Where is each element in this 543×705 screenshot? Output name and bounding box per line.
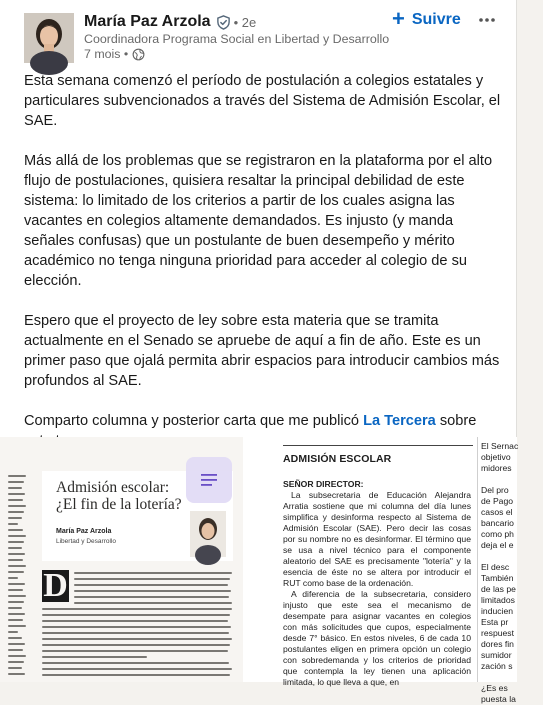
adjacent-article-line: deja el e [481, 540, 514, 550]
post-image[interactable] [0, 437, 519, 704]
adjacent-article-line [481, 551, 515, 562]
adjacent-article-line: inducien [481, 606, 514, 616]
greeked-text-line [42, 650, 228, 652]
letter-salutation: SEÑOR DIRECTOR: [283, 479, 364, 489]
greeked-text-line [8, 655, 26, 657]
greeked-text-line [74, 584, 228, 586]
column-author-portrait [190, 511, 226, 557]
column-title [56, 479, 182, 513]
greeked-text-line [8, 499, 23, 501]
greeked-text-line [8, 535, 26, 537]
author-headline: Coordinadora Programa Social en Libertad y Desarrollo [84, 32, 390, 46]
adjacent-article-line: de las pe [481, 584, 516, 594]
greeked-text-line [8, 673, 25, 675]
greeked-text-line [8, 619, 23, 621]
post-time: 7 mois • [84, 47, 129, 61]
greeked-text-line [8, 505, 26, 507]
adjacent-article-line: midores [481, 463, 512, 473]
greeked-text-line [42, 638, 232, 640]
greeked-text-line [74, 572, 232, 574]
adjacent-article-line: El Sernac [481, 441, 519, 451]
adjacent-article-line [481, 474, 515, 485]
adjacent-article-line: de Pago [481, 496, 514, 506]
greeked-text-line [8, 571, 24, 573]
letter-body [283, 490, 471, 688]
post-text [24, 71, 504, 471]
greeked-text-line [8, 595, 26, 597]
adjacent-article-line: limitados [481, 595, 515, 605]
connection-degree: • 2e [233, 14, 257, 30]
greeked-text-line [42, 614, 230, 616]
greeked-text-line [8, 511, 24, 513]
greeked-text-line [8, 541, 24, 543]
greeked-text-line [42, 644, 230, 646]
greeked-text-line [8, 553, 25, 555]
greeked-text-line [8, 523, 18, 525]
adjacent-article-line: Esta pr [481, 617, 509, 627]
greeked-text-line [42, 608, 232, 610]
greeked-text-line [8, 625, 26, 627]
greeked-text-line [8, 649, 23, 651]
post-text-after-link: sobre [439, 413, 477, 429]
more-options-button[interactable] [472, 6, 502, 34]
letter-heading: ADMISIÓN ESCOLAR [283, 453, 392, 465]
greeked-text-line [8, 487, 22, 489]
greeked-text-line [8, 529, 23, 531]
follow-label: Suivre [411, 11, 461, 28]
adjacent-article-line: zación s [481, 661, 513, 671]
greeked-text-line [8, 577, 18, 579]
adjacent-article-line: puesta la [481, 694, 516, 704]
greeked-text-line [42, 674, 230, 676]
adjacent-article-column [481, 441, 519, 705]
greeked-text-line [74, 578, 230, 580]
greeked-text-line [74, 590, 231, 592]
greeked-text-line [8, 547, 22, 549]
greeked-text-line [8, 631, 18, 633]
letter-paragraph: A diferencia de la subsecretaria, considero injusto que este sea el mecanismo de desempate para asignar vacantes en colegios con más solicitudes que cupos, especialmente desde 7° básico. En estos niveles, 6 de cada 10 postulantes eligen en primera opción un colegio con sobredemanda y los criterios de prioridad que contempla la ley tienen una aplicación limitada, lo que lleva a que, en [283, 589, 471, 687]
greeked-text-line [8, 601, 24, 603]
plus-icon: + [392, 6, 405, 31]
newspaper-letter-page [243, 437, 519, 704]
verified-shield-icon [216, 15, 231, 30]
adjacent-article-line: objetivo [481, 452, 511, 462]
greeked-text-line [42, 662, 229, 664]
greeked-text-line [8, 475, 26, 477]
greeked-text-line [8, 559, 23, 561]
adjacent-article-line: como ph [481, 529, 514, 539]
greeked-text-line [8, 517, 22, 519]
greeked-text-line [8, 565, 26, 567]
greeked-text-line [42, 668, 232, 670]
adjacent-article-line: casos el [481, 507, 513, 517]
post-paragraph: Espero que el proyecto de ley sobre esta materia que se tramita actualmente en el Senado se apruebe de aquí a fin de año. Este es un primer paso que ojalá permita abrir espacios para introducir cambios más profundos al SAE. [24, 313, 500, 389]
post-paragraph: Esta semana comenzó el período de postulación a colegios estatales y particulares subvencionados a través del Sistema de Admisión Escolar, el SAE. [24, 73, 501, 129]
adjacent-article-line: Del pro [481, 485, 509, 495]
document-view-button[interactable] [186, 457, 232, 503]
greeked-text-line [42, 626, 231, 628]
letter-paragraph: La subsecretaria de Educación Alejandra Arratia sostiene que mi columna del día lunes simplifica y desinforma respecto al Sistema de Admisión Escolar (SAE). Pero decir las cosas por su nombre no es desinformar. El término que se usa a nivel técnico para el componente aleatorio del SAE es precisamente "lotería" y la esencia de éste no se altera por introducir el RUT como base de la ordenación. [283, 490, 471, 588]
greeked-text-line [8, 613, 25, 615]
greeked-text-line [74, 596, 229, 598]
greeked-text-line [8, 607, 22, 609]
greeked-text-line [8, 661, 24, 663]
adjacent-article-line: sumidor [481, 650, 512, 660]
letter-top-rule [283, 445, 473, 446]
la-tercera-link[interactable]: La Tercera [363, 413, 436, 429]
greeked-text-line [42, 656, 147, 658]
column-title-line2: ¿El fin de la lotería? [56, 496, 182, 513]
ellipsis-icon [478, 17, 496, 23]
adjacent-article-line: bancario [481, 518, 514, 528]
column-affiliation: Libertad y Desarrollo [56, 538, 116, 545]
greeked-text-line [8, 667, 22, 669]
adjacent-article-line [481, 672, 515, 683]
document-lines-icon [200, 473, 218, 487]
column-divider [477, 437, 478, 682]
column-author: María Paz Arzola [56, 528, 112, 535]
author-avatar[interactable] [24, 13, 74, 63]
follow-button[interactable] [388, 6, 465, 34]
column-title-line1: Admisión escolar: [56, 479, 170, 496]
globe-icon [132, 48, 145, 61]
adjacent-article-line: respuest [481, 628, 514, 638]
post-paragraph: Más allá de los problemas que se registraron en la plataforma por el alto flujo de postulaciones, quisiera resaltar la principal debilidad de este sistema: lo limitado de los criterios a partir de los cuales asigna las vacantes en colegios altamente demandados. Es injusto (y manda señales confusas) que un postulante de buen desempeño y mérito académico no tenga ninguna prioridad para acceder al colegio de su elección. [24, 153, 493, 289]
greeked-text-line [8, 481, 24, 483]
column-drop-cap: D [43, 567, 68, 604]
author-name[interactable]: María Paz Arzola [84, 13, 211, 30]
greeked-text-line [8, 493, 25, 495]
adjacent-article-line: También [481, 573, 514, 583]
greeked-text-line [42, 632, 229, 634]
newspaper-column-page [0, 437, 243, 682]
adjacent-article-line: dores fin [481, 639, 514, 649]
greeked-text-line [8, 637, 22, 639]
post-text-before-link: Comparto columna y posterior carta que me publicó [24, 413, 364, 429]
greeked-text-line [42, 620, 228, 622]
greeked-text-line [74, 602, 232, 604]
adjacent-article-line: El desc [481, 562, 510, 572]
greeked-text-line [8, 589, 23, 591]
post-meta [84, 47, 145, 61]
greeked-text-line [8, 643, 25, 645]
greeked-text-line [8, 583, 25, 585]
author-name-row [84, 12, 256, 32]
adjacent-article-line: ¿Es es [481, 683, 508, 693]
